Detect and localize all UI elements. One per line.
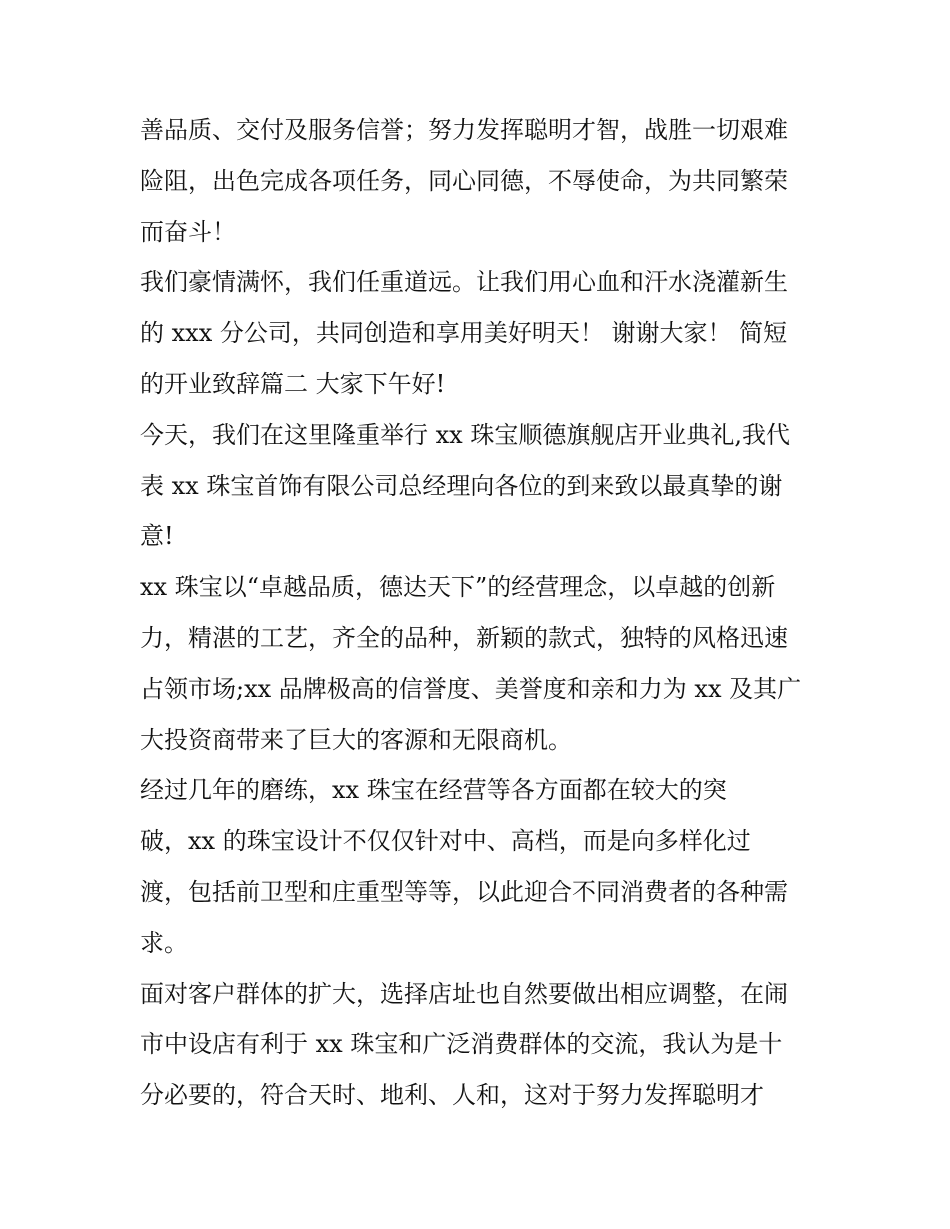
text-line: 经过几年的磨练，xx 珠宝在经营等各方面都在较大的突 [140, 776, 727, 805]
text-line: 而奋斗！ [140, 217, 236, 246]
text-line: 渡，包括前卫型和庄重型等等，以此迎合不同消费者的各种需 [140, 877, 788, 906]
text-line: 险阻，出色完成各项任务，同心同德，不辱使命，为共同繁荣 [140, 166, 788, 195]
text-line: 表 xx 珠宝首饰有限公司总经理向各位的到来致以最真挚的谢 [140, 471, 783, 500]
text-line: 面对客户群体的扩大，选择店址也自然要做出相应调整，在闹 [140, 979, 788, 1008]
text-line: 善品质、交付及服务信誉；努力发挥聪明才智，战胜一切艰难 [140, 116, 788, 144]
text-line: 我们豪情满怀，我们任重道远。让我们用心血和汗水浇灌新生 [140, 268, 788, 297]
document-body [140, 105, 830, 1121]
text-line: 力，精湛的工艺，齐全的品种，新颖的款式，独特的风格迅速 [140, 623, 788, 652]
text-line: 市中设店有利于 xx 珠宝和广泛消费群体的交流，我认为是十 [140, 1030, 783, 1059]
text-line: 占领市场;xx 品牌极高的信誉度、美誉度和亲和力为 xx 及其广 [140, 674, 802, 703]
text-line: 大投资商带来了巨大的客源和无限商机。 [140, 725, 572, 754]
text-line: 意! [140, 522, 174, 551]
text-line: 分必要的，符合天时、地利、人和，这对于努力发挥聪明才 [140, 1081, 764, 1110]
text-line: 破，xx 的珠宝设计不仅仅针对中、高档，而是向多样化过 [140, 827, 751, 856]
text-line: 的 xxx 分公司，共同创造和享用美好明天！ 谢谢大家！ 简短 [140, 319, 788, 348]
text-line: xx 珠宝以“卓越品质，德达天下”的经营理念，以卓越的创新 [140, 573, 776, 602]
text-line: 求。 [140, 928, 188, 957]
text-line: 今天，我们在这里隆重举行 xx 珠宝顺德旗舰店开业典礼,我代 [140, 420, 790, 449]
text-line: 的开业致辞篇二 大家下午好! [140, 369, 446, 398]
